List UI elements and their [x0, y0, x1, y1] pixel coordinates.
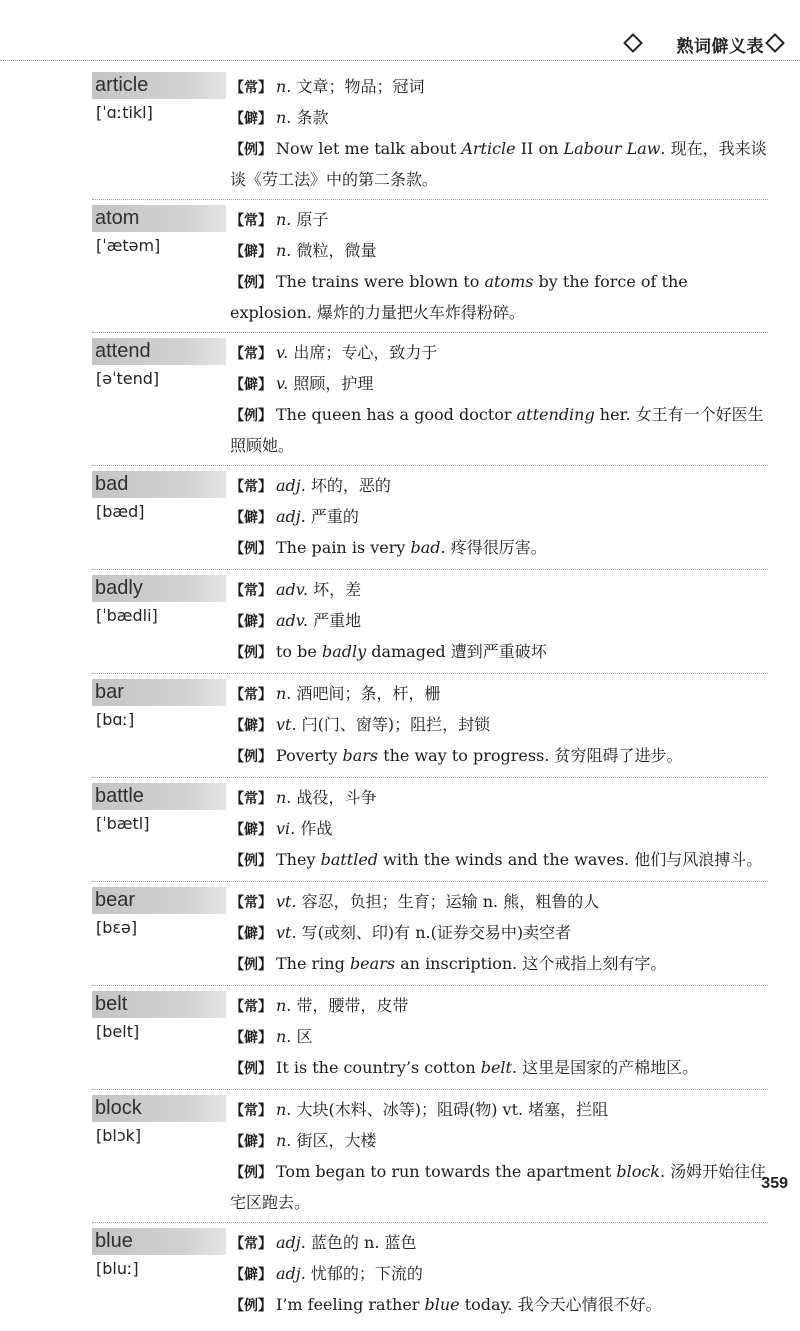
entry-definitions [226, 887, 768, 980]
entry-definitions [226, 783, 768, 876]
entry-bar [92, 679, 768, 778]
example-sentence [230, 533, 768, 564]
common-meaning [230, 887, 768, 918]
entry-belt [92, 991, 768, 1090]
entry-left [92, 887, 226, 980]
entry-left [92, 471, 226, 564]
phonetic: [bæd] [96, 502, 145, 521]
headword: attend [92, 338, 226, 365]
rare-meaning [230, 236, 768, 267]
entry-atom [92, 205, 768, 333]
part-of-speech: adj. [276, 1264, 306, 1283]
tag-common: 【常】 [230, 80, 272, 96]
part-of-speech: n. [276, 996, 292, 1015]
tag-example: 【例】 [230, 1061, 272, 1077]
entry-bear [92, 887, 768, 986]
example-text: today. 我今天心情很不好。 [459, 1295, 662, 1314]
entry-badly [92, 575, 768, 674]
tag-rare: 【僻】 [230, 111, 272, 127]
entry-blue [92, 1228, 768, 1326]
definition: 文章；物品；冠词 [296, 77, 425, 96]
tag-example: 【例】 [230, 541, 272, 557]
tag-common: 【常】 [230, 479, 272, 495]
entry-left [92, 991, 226, 1084]
tag-rare: 【僻】 [230, 510, 272, 526]
definition: 出席；专心，致力于 [293, 343, 438, 362]
part-of-speech: adv. [276, 580, 309, 599]
phonetic: [ˈætəm] [96, 236, 161, 255]
phonetic: [ˈbætl] [96, 814, 150, 833]
example-text: damaged 遭到严重破坏 [366, 642, 547, 661]
entry-attend [92, 338, 768, 466]
tag-rare: 【僻】 [230, 1134, 272, 1150]
common-meaning [230, 991, 768, 1022]
part-of-speech: n. [276, 788, 292, 807]
entry-list [92, 72, 768, 1331]
example-text: It is the country’s cotton [276, 1058, 481, 1077]
tag-rare: 【僻】 [230, 822, 272, 838]
entry-battle [92, 783, 768, 882]
part-of-speech: adj. [276, 476, 306, 495]
phonetic: [ˈɑːtikl] [96, 103, 153, 122]
headword: blue [92, 1228, 226, 1255]
tag-example: 【例】 [230, 957, 272, 973]
definition: 严重的 [310, 507, 359, 526]
example-keyword: blue [424, 1295, 460, 1314]
entry-left [92, 783, 226, 876]
tag-example: 【例】 [230, 853, 272, 869]
diamond-icon [623, 33, 643, 53]
tag-example: 【例】 [230, 1298, 272, 1314]
example-sentence [230, 1157, 768, 1217]
definition: 严重地 [313, 611, 362, 630]
example-keyword: battled [320, 850, 379, 869]
common-meaning [230, 1095, 768, 1126]
example-keyword: belt [480, 1058, 512, 1077]
entry-definitions [226, 575, 768, 668]
definition: 条款 [296, 108, 329, 127]
tag-example: 【例】 [230, 645, 272, 661]
headword: atom [92, 205, 226, 232]
example-text: The ring [276, 954, 350, 973]
phonetic: [bluː] [96, 1259, 139, 1278]
phonetic: [bɛə] [96, 918, 138, 937]
example-sentence [230, 741, 768, 772]
tag-common: 【常】 [230, 1236, 272, 1252]
entry-left [92, 338, 226, 460]
part-of-speech: v. [276, 343, 289, 362]
part-of-speech: adv. [276, 611, 309, 630]
example-text: The trains were blown to [276, 272, 485, 291]
definition: 带，腰带，皮带 [296, 996, 409, 1015]
common-meaning [230, 575, 768, 606]
example-text: The queen has a good doctor [276, 405, 517, 424]
tag-example: 【例】 [230, 142, 272, 158]
definition: 微粒，微量 [296, 241, 377, 260]
entry-definitions [226, 338, 768, 460]
part-of-speech: vt. [276, 892, 297, 911]
example-text: Now let me talk about [276, 139, 462, 158]
example-text: her. 女王有一个好医生照顾她。 [230, 405, 764, 455]
tag-rare: 【僻】 [230, 377, 272, 393]
entry-definitions [226, 991, 768, 1084]
headword: article [92, 72, 226, 99]
example-keyword: bad [410, 538, 441, 557]
tag-rare: 【僻】 [230, 244, 272, 260]
entry-definitions [226, 679, 768, 772]
example-sentence [230, 134, 768, 194]
rare-meaning [230, 103, 768, 134]
rare-meaning [230, 814, 768, 845]
tag-common: 【常】 [230, 213, 272, 229]
phonetic: [ˈbædli] [96, 606, 158, 625]
example-text: by the force of the explosion. 爆炸的力量把火车炸得粉碎。 [230, 272, 688, 322]
example-sentence [230, 637, 768, 668]
example-text: Tom began to run towards the apartment [276, 1162, 617, 1181]
example-sentence [230, 1053, 768, 1084]
example-text: . 这里是国家的产棉地区。 [511, 1058, 699, 1077]
example-keyword: bars [342, 746, 379, 765]
definition: 坏，差 [313, 580, 362, 599]
part-of-speech: vi. [276, 819, 296, 838]
example-text: an inscription. 这个戒指上刻有字。 [395, 954, 667, 973]
definition: 照顾，护理 [293, 374, 374, 393]
part-of-speech: vt. [276, 715, 297, 734]
part-of-speech: n. [276, 77, 292, 96]
example-sentence [230, 949, 768, 980]
entry-left [92, 575, 226, 668]
common-meaning [230, 679, 768, 710]
tag-common: 【常】 [230, 791, 272, 807]
entry-left [92, 205, 226, 327]
example-sentence [230, 1290, 768, 1321]
definition: 蓝色的 n. 蓝色 [310, 1233, 417, 1252]
page-number: 359 [761, 1175, 788, 1192]
tag-common: 【常】 [230, 895, 272, 911]
diamond-icon [765, 33, 785, 53]
entry-article [92, 72, 768, 200]
tag-rare: 【僻】 [230, 614, 272, 630]
definition: 酒吧间；条，杆，栅 [296, 684, 441, 703]
tag-example: 【例】 [230, 275, 272, 291]
headword: block [92, 1095, 226, 1122]
definition: 大块(木料、冰等)；阻碍(物) vt. 堵塞，拦阻 [296, 1100, 609, 1119]
part-of-speech: adj. [276, 1233, 306, 1252]
example-sentence [230, 267, 768, 327]
entry-left [92, 1228, 226, 1321]
example-keyword: block [616, 1162, 660, 1181]
headword: bar [92, 679, 226, 706]
example-keyword: Article [461, 139, 516, 158]
example-keyword: Labour Law [563, 139, 661, 158]
tag-example: 【例】 [230, 1165, 272, 1181]
tag-rare: 【僻】 [230, 1030, 272, 1046]
rare-meaning [230, 710, 768, 741]
example-text: II on [515, 139, 564, 158]
definition: 战役，斗争 [296, 788, 377, 807]
tag-example: 【例】 [230, 749, 272, 765]
definition: 忧郁的；下流的 [310, 1264, 423, 1283]
part-of-speech: n. [276, 1131, 292, 1150]
example-keyword: atoms [484, 272, 534, 291]
example-text: . 现在，我来谈谈《劳工法》中的第二条款。 [230, 139, 767, 189]
rare-meaning [230, 918, 768, 949]
example-sentence [230, 845, 768, 876]
part-of-speech: adj. [276, 507, 306, 526]
part-of-speech: n. [276, 1027, 292, 1046]
definition: 写(或刻、印)有 n.(证券交易中)卖空者 [301, 923, 572, 942]
headword: belt [92, 991, 226, 1018]
example-keyword: badly [321, 642, 367, 661]
rare-meaning [230, 1022, 768, 1053]
headword: bad [92, 471, 226, 498]
headword: battle [92, 783, 226, 810]
tag-common: 【常】 [230, 1103, 272, 1119]
part-of-speech: vt. [276, 923, 297, 942]
example-text: . 疼得很厉害。 [440, 538, 547, 557]
entry-definitions [226, 1228, 768, 1321]
example-text: Poverty [276, 746, 343, 765]
example-sentence [230, 400, 768, 460]
example-text: to be [276, 642, 322, 661]
entry-definitions [226, 1095, 768, 1217]
phonetic: [belt] [96, 1022, 140, 1041]
definition: 原子 [296, 210, 329, 229]
rare-meaning [230, 369, 768, 400]
common-meaning [230, 72, 768, 103]
example-text: the way to progress. 贫穷阻碍了进步。 [378, 746, 683, 765]
definition: 容忍，负担；生育；运输 n. 熊，粗鲁的人 [301, 892, 600, 911]
example-text: I’m feeling rather [276, 1295, 425, 1314]
page-title: 熟词僻义表 [676, 37, 764, 57]
phonetic: [blɔk] [96, 1126, 142, 1145]
part-of-speech: n. [276, 108, 292, 127]
definition: 作战 [300, 819, 333, 838]
example-text: with the winds and the waves. 他们与风浪搏斗。 [378, 850, 763, 869]
common-meaning [230, 205, 768, 236]
definition: 闩(门、窗等)；阻拦，封锁 [301, 715, 491, 734]
tag-rare: 【僻】 [230, 1267, 272, 1283]
rare-meaning [230, 502, 768, 533]
part-of-speech: n. [276, 1100, 292, 1119]
part-of-speech: n. [276, 241, 292, 260]
common-meaning [230, 1228, 768, 1259]
tag-common: 【常】 [230, 583, 272, 599]
entry-bad [92, 471, 768, 570]
headword: bear [92, 887, 226, 914]
entry-left [92, 72, 226, 194]
headword: badly [92, 575, 226, 602]
tag-common: 【常】 [230, 999, 272, 1015]
phonetic: [əˈtend] [96, 369, 160, 388]
entry-left [92, 679, 226, 772]
tag-common: 【常】 [230, 346, 272, 362]
definition: 街区，大楼 [296, 1131, 377, 1150]
tag-rare: 【僻】 [230, 718, 272, 734]
page-header [0, 0, 800, 61]
entry-left [92, 1095, 226, 1217]
example-text: The pain is very [276, 538, 411, 557]
definition: 坏的，恶的 [310, 476, 391, 495]
common-meaning [230, 783, 768, 814]
part-of-speech: v. [276, 374, 289, 393]
entry-definitions [226, 205, 768, 327]
rare-meaning [230, 606, 768, 637]
tag-common: 【常】 [230, 687, 272, 703]
part-of-speech: n. [276, 684, 292, 703]
tag-rare: 【僻】 [230, 926, 272, 942]
rare-meaning [230, 1126, 768, 1157]
entry-definitions [226, 471, 768, 564]
entry-block [92, 1095, 768, 1223]
entry-definitions [226, 72, 768, 194]
part-of-speech: n. [276, 210, 292, 229]
example-text: They [276, 850, 321, 869]
example-text: . 汤姆开始往住宅区跑去。 [230, 1162, 767, 1212]
common-meaning [230, 338, 768, 369]
tag-example: 【例】 [230, 408, 272, 424]
common-meaning [230, 471, 768, 502]
definition: 区 [296, 1027, 313, 1046]
example-keyword: bears [349, 954, 396, 973]
example-keyword: attending [516, 405, 595, 424]
phonetic: [bɑː] [96, 710, 135, 729]
rare-meaning [230, 1259, 768, 1290]
